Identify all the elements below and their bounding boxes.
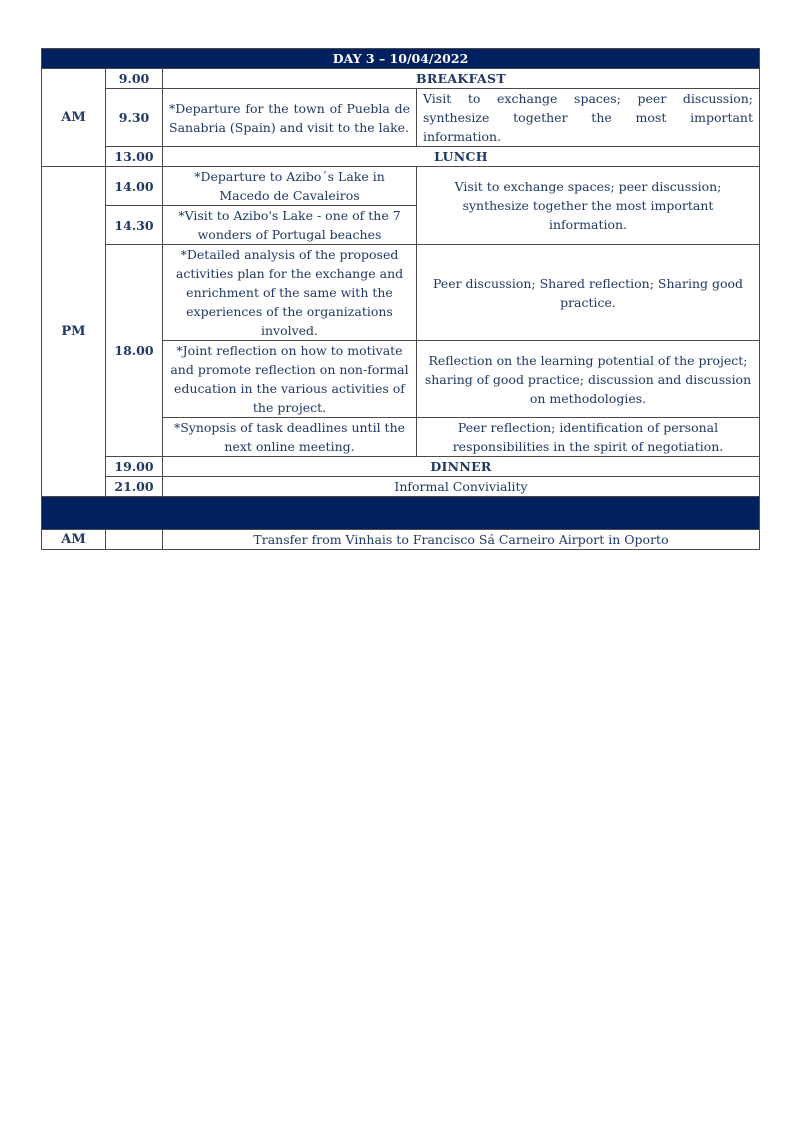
table-row <box>42 167 760 206</box>
table-row <box>42 245 760 341</box>
method-cell: Reflection on the learning potential of the project; sharing of good practice; discussion and discussion on methodologies. <box>417 341 760 418</box>
next-day-banner-row <box>42 497 760 530</box>
activity-cell: *Detailed analysis of the proposed activities plan for the exchange and enrichment of the same with the experiences of the organizations involved. <box>163 245 417 341</box>
table-row <box>42 69 760 89</box>
dinner-label: DINNER <box>163 457 760 477</box>
activity-cell: *Departure for the town of Puebla de Sanabria (Spain) and visit to the lake. <box>163 89 417 147</box>
day-banner-row <box>42 49 760 69</box>
period-pm: PM <box>42 167 106 497</box>
activity-cell: *Joint reflection on how to motivate and promote reflection on non-formal education in the various activities of the project. <box>163 341 417 418</box>
activity-cell: *Synopsis of task deadlines until the next online meeting. <box>163 418 417 457</box>
method-cell: Visit to exchange spaces; peer discussion; synthesize together the most important information. <box>417 89 760 147</box>
time-cell: 21.00 <box>106 477 163 497</box>
period-am: AM <box>42 69 106 167</box>
evening-label: Informal Conviviality <box>163 477 760 497</box>
table-row <box>42 147 760 167</box>
transfer-label: Transfer from Vinhais to Francisco Sá Carneiro Airport in Oporto <box>163 530 760 550</box>
activity-cell: *Visit to Azibo's Lake - one of the 7 wonders of Portugal beaches <box>163 206 417 245</box>
method-cell: Visit to exchange spaces; peer discussion; synthesize together the most important information. <box>417 167 760 245</box>
time-cell: 19.00 <box>106 457 163 477</box>
period-am: AM <box>42 530 106 550</box>
time-cell: 14.00 <box>106 167 163 206</box>
table-row <box>42 457 760 477</box>
method-cell: Peer discussion; Shared reflection; Sharing good practice. <box>417 245 760 341</box>
time-cell: 14.30 <box>106 206 163 245</box>
next-day-banner <box>42 497 760 530</box>
method-cell: Peer reflection; identification of personal responsibilities in the spirit of negotiation. <box>417 418 760 457</box>
time-cell-empty <box>106 530 163 550</box>
breakfast-label: BREAKFAST <box>163 69 760 89</box>
schedule-table <box>41 48 760 550</box>
table-row <box>42 530 760 550</box>
lunch-label: LUNCH <box>163 147 760 167</box>
time-cell: 9.30 <box>106 89 163 147</box>
day-title: DAY 3 – 10/04/2022 <box>42 49 760 69</box>
table-row <box>42 89 760 147</box>
time-cell: 9.00 <box>106 69 163 89</box>
table-row <box>42 477 760 497</box>
activity-cell: *Departure to Azibo´s Lake in Macedo de Cavaleiros <box>163 167 417 206</box>
time-cell: 13.00 <box>106 147 163 167</box>
time-cell: 18.00 <box>106 245 163 457</box>
